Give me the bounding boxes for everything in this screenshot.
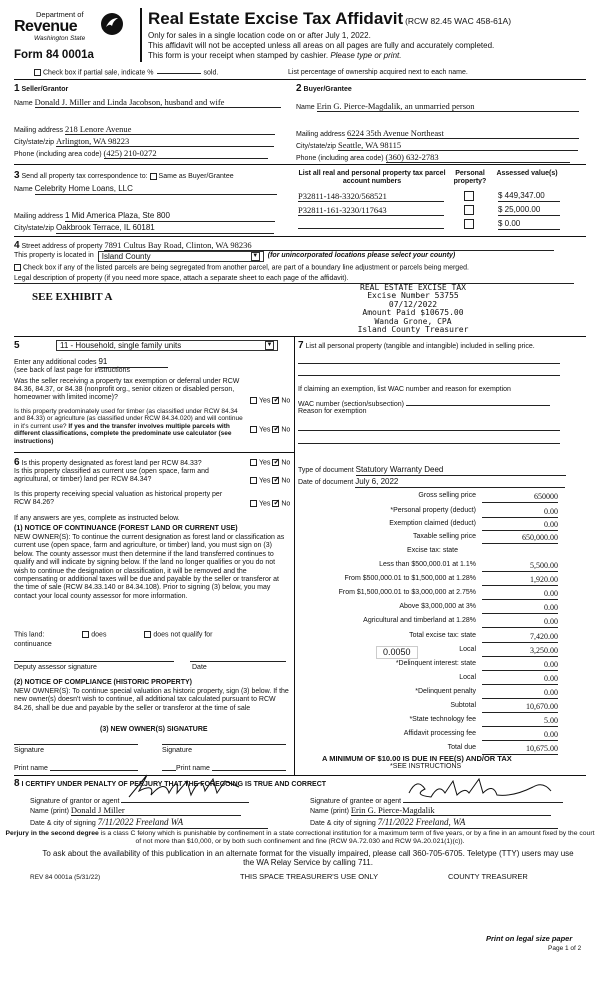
grantee-name-field[interactable]: Erin G. Pierce-Magdalik	[351, 805, 551, 816]
exemption-label: If claiming an exemption, list WAC number and reason for exemption	[298, 386, 511, 393]
stamp-line: Amount Paid $10675.00	[362, 308, 464, 318]
calc-row	[296, 507, 558, 517]
section5-number: 5	[14, 340, 20, 351]
rule	[14, 236, 586, 237]
calc-label: Excise tax: state	[407, 547, 458, 554]
current-use-answer	[250, 477, 290, 486]
buyer-mail-field[interactable]: 6224 35th Avenue Northeast	[347, 128, 579, 139]
forest-answer	[250, 459, 290, 468]
buyer-mail-row	[296, 128, 579, 139]
street-field[interactable]: 7891 Cultus Bay Road, Clinton, WA 98236	[104, 240, 554, 251]
buyer-phone-label: Phone (including area code)	[296, 155, 384, 162]
correspondence-name-field[interactable]: Celebrity Home Loans, LLC	[35, 184, 277, 195]
personal-property-line[interactable]	[298, 375, 560, 376]
owner-print-label-2: Print name	[176, 765, 210, 772]
doc-type-row	[298, 465, 566, 476]
column-divider	[294, 336, 295, 776]
seller-name-row	[14, 97, 284, 108]
seller-city-field[interactable]: Arlington, WA 98223	[56, 136, 274, 147]
perjury-notice	[4, 830, 596, 846]
stamp-line: 07/12/2022	[388, 299, 438, 309]
calc-value[interactable]: 5,500.00	[482, 561, 558, 572]
does-label: does	[91, 631, 107, 639]
street-label: Street address of property	[21, 243, 103, 250]
rule	[14, 79, 586, 80]
partial-sale-row	[34, 69, 218, 78]
partial-percent-field[interactable]	[157, 73, 201, 74]
calc-label: Less than $500,000.01 at 1.1%	[379, 561, 476, 568]
buyer-name-row	[296, 101, 579, 112]
correspondence-label: Send all property tax correspondence to:	[21, 173, 148, 180]
calc-label: Total due	[447, 744, 476, 751]
grantee-signature-label: Signature of grantee or agent	[310, 798, 402, 805]
parcel-row-2	[298, 205, 560, 216]
local-rate[interactable]: 0.0050	[376, 646, 418, 659]
personal-col-header: Personal property?	[453, 170, 487, 186]
grantor-name-row	[30, 805, 241, 816]
grantor-name-label: Name (print)	[30, 808, 69, 815]
parcel-number[interactable]: P32811-148-3320/568521	[298, 191, 444, 202]
correspondence-city-label: City/state/zip	[14, 225, 55, 232]
legal-rule	[14, 283, 574, 284]
calc-label: From $500,000.01 to $1,500,000 at 1.28%	[344, 575, 476, 582]
buyer-phone-field[interactable]: (360) 632-2783	[386, 152, 570, 163]
buyer-name-label: Name	[296, 104, 315, 111]
buyer-mail-label: Mailing address	[296, 131, 346, 138]
owner-print-label: Print name	[14, 765, 48, 772]
parcel-row-3	[298, 219, 560, 230]
certify-text: I CERTIFY UNDER PENALTY OF PERJURY THAT THE FOREGOING IS TRUE AND CORRECT	[21, 781, 327, 788]
calc-label: Local	[459, 646, 476, 653]
owner-signature-line[interactable]	[14, 744, 138, 745]
seller-name-field[interactable]: Donald J. Miller and Linda Jacobson, husband and wife	[35, 97, 281, 108]
land-use-value: 11 - Household, single family units	[60, 340, 182, 350]
no-label: No	[281, 500, 291, 508]
chevron-down-icon: ▼	[251, 252, 260, 261]
exemption-answer	[250, 397, 290, 406]
stamp-line: Wanda Grone, CPA	[374, 316, 452, 326]
correspondence-row: 3 Send all property tax correspondence to: Same as Buyer/Grantee	[14, 170, 234, 181]
personal-property-label: 7 List all personal property (tangible and intangible) included in selling price.	[298, 340, 535, 351]
form-title	[148, 9, 511, 29]
calc-row	[296, 730, 558, 740]
stamp-line: Excise Number 53755	[367, 291, 459, 301]
historic-heading: (2) NOTICE OF COMPLIANCE (HISTORIC PROPERTY)	[14, 679, 192, 686]
additional-codes-row	[14, 357, 168, 368]
calc-row	[296, 688, 558, 698]
timber-question-bold: If yes and the transfer involves multiple parcels with different classifications, complete the predominate use calculator (see instructions)	[14, 422, 232, 445]
footer-print-legal: Print on legal size paper	[486, 934, 573, 943]
grantee-signature-icon	[403, 773, 563, 801]
header-line2: This affidavit will not be accepted unless all areas on all pages are fully and accurately completed.	[148, 41, 495, 50]
grantor-name-field[interactable]: Donald J Miller	[71, 805, 241, 816]
reason-line[interactable]	[298, 443, 560, 444]
grantor-signature-label: Signature of grantor or agent	[30, 798, 120, 805]
parcel-number[interactable]	[298, 219, 444, 229]
calc-value[interactable]: 0.00	[482, 688, 558, 699]
grantor-signature-icon	[121, 771, 249, 801]
county-row	[14, 251, 574, 262]
no-label: No	[281, 426, 291, 434]
doc-type-label: Type of document	[298, 467, 354, 474]
calc-row	[296, 533, 558, 543]
logo	[14, 8, 134, 48]
doc-date-label: Date of document	[298, 479, 354, 486]
timber-question	[14, 408, 248, 445]
stamp-line: Island County Treasurer	[357, 324, 469, 334]
treasurer-stamp	[348, 284, 478, 334]
buyer-city-field[interactable]: Seattle, WA 98115	[338, 140, 578, 151]
grantee-name-row	[310, 805, 551, 816]
no-label: No	[281, 477, 291, 485]
yes-label: Yes	[259, 426, 271, 434]
personal-property-checkbox[interactable]	[464, 191, 474, 201]
ownership-note: List percentage of ownership acquired next to each name.	[288, 69, 468, 76]
certify-heading: 8 I CERTIFY UNDER PENALTY OF PERJURY THAT THE FOREGOING IS TRUE AND CORRECT	[14, 778, 327, 789]
minimum-note: A MINIMUM OF $10.00 IS DUE IN FEE(S) AND/OR TAX	[322, 754, 512, 763]
grantee-date-row	[310, 817, 558, 829]
doc-date-field[interactable]: July 6, 2022	[355, 477, 565, 488]
yes-label: Yes	[259, 477, 271, 485]
continuance-text-a: NEW OWNER(S): To continue the current designation as forest land or classification as current use (open space, farm and agriculture, or timber) land, you must sign on (3) below.	[14, 534, 285, 558]
calc-value[interactable]: 0.00	[482, 730, 558, 741]
calc-row	[296, 561, 558, 571]
calc-label: Exemption claimed (deduct)	[389, 520, 476, 527]
historic-question: Is this property receiving special valuation as historical property per RCW 84.26?	[14, 491, 223, 507]
buyer-heading-text: Buyer/Grantee	[303, 86, 352, 93]
seller-phone-field[interactable]: (425) 210-0272	[104, 148, 268, 159]
timber-answer	[250, 426, 290, 435]
forest-yes-checkbox[interactable]	[250, 459, 257, 466]
header-line3-italic: Please type or print.	[330, 51, 402, 60]
parcel-row-1	[298, 191, 560, 202]
calc-value[interactable]: 0.00	[482, 603, 558, 614]
yes-label: Yes	[259, 500, 271, 508]
rule	[14, 452, 294, 453]
assessed-value[interactable]: $ 449,347.00	[498, 191, 560, 202]
seller-phone-row	[14, 148, 268, 159]
personal-property-text: List all personal property (tangible and intangible) included in selling price.	[305, 343, 535, 350]
calc-value[interactable]: 0.00	[482, 589, 558, 600]
continuance-heading: (1) NOTICE OF CONTINUANCE (FOREST LAND OR CURRENT USE)	[14, 525, 238, 532]
calc-label: *Delinquent interest: state	[395, 660, 476, 667]
historic-yes-checkbox[interactable]	[250, 500, 257, 507]
personal-property-line[interactable]	[298, 363, 560, 364]
deputy-signature-line[interactable]	[14, 661, 174, 662]
calc-value[interactable]: 0.00	[482, 520, 558, 531]
legal-label: Legal description of property (if you need more space, attach a separate sheet to each page of the affidavit).	[14, 275, 349, 282]
seller-mail-row	[14, 124, 275, 135]
calc-value[interactable]: 10,670.00	[482, 702, 558, 713]
personal-property-checkbox[interactable]	[464, 219, 474, 229]
correspondence-city-row	[14, 223, 274, 234]
doc-type-field[interactable]: Statutory Warranty Deed	[356, 465, 566, 476]
grantee-date-field[interactable]: 7/11/2022 Freeland, WA	[378, 817, 558, 829]
grantee-signature-field[interactable]	[403, 793, 563, 803]
form-number: Form 84 0001a	[14, 49, 94, 61]
chevron-down-icon: ▼	[265, 341, 274, 350]
header-line3	[148, 51, 401, 61]
calc-label: Gross selling price	[418, 492, 476, 499]
rule	[14, 336, 586, 337]
deputy-signature-label: Deputy assessor signature	[14, 664, 97, 671]
forest-no-checkbox[interactable]	[272, 459, 279, 466]
calc-row	[296, 520, 558, 530]
segregated-checkbox[interactable]	[14, 264, 21, 271]
calc-label: Local	[459, 674, 476, 681]
calc-row	[296, 603, 558, 613]
calc-row	[296, 646, 558, 656]
does-not-checkbox[interactable]	[144, 631, 151, 638]
county-note: (for unincorporated locations please select your county)	[267, 252, 456, 260]
owner-signature-line-2[interactable]	[162, 744, 286, 745]
form-rcw: (RCW 82.45 WAC 458-61A)	[405, 16, 512, 26]
rule	[14, 164, 586, 165]
additional-codes-label: Enter any additional codes	[14, 359, 97, 366]
timber-no-checkbox[interactable]	[272, 426, 279, 433]
buyer-heading: 2 Buyer/Grantee	[296, 83, 352, 94]
assessed-value[interactable]: $ 25,000.00	[498, 205, 560, 216]
seller-phone-label: Phone (including area code)	[14, 151, 102, 158]
grantee-name-label: Name (print)	[310, 808, 349, 815]
personal-property-checkbox[interactable]	[464, 205, 474, 215]
calc-label: Affidavit processing fee	[403, 730, 476, 737]
seller-heading-text: Seller/Grantor	[21, 86, 69, 93]
timber-question-text: Is this property predominately used for timber (as classified under RCW 84.34 and 84.33) or agriculture (as classified under RCW 84.34.020) and will continue in it's current use?	[14, 408, 243, 430]
grantor-date-row	[30, 817, 268, 829]
grantor-date-label: Date & city of signing	[30, 820, 96, 827]
exemption-no-checkbox[interactable]	[272, 397, 279, 404]
current-use-question: Is this property classified as current use (open space, farm and agricultural, or timber) land per RCW 84.34?	[14, 468, 209, 484]
segregated-label: Check box if any of the listed parcels are being segregated from another parcel, are part of a boundary line adjustment or parcels being merged.	[23, 264, 469, 272]
partial-sale-label: Check box if partial sale, indicate %	[43, 69, 154, 77]
forest-question: 6 Is this property designated as forest land per RCW 84.33?	[14, 457, 202, 468]
calc-label: Total excise tax: state	[409, 632, 476, 639]
wac-label: WAC number (section/subsection)	[298, 401, 404, 408]
buyer-phone-row	[296, 152, 570, 163]
additional-codes-note: (see back of last page for instructions	[14, 367, 130, 374]
exemption-yes-checkbox[interactable]	[250, 397, 257, 404]
historic-text: NEW OWNER(S): To continue special valuation as historic property, sign (3) below. If the new owner(s) doesn't wish to continue, all additional tax calculated pursuant to RCW 84.26, shall be due and payable by the seller or transferor at the time of sale	[14, 688, 289, 712]
this-land-row	[14, 631, 213, 640]
correspondence-mail-row	[14, 211, 275, 222]
calc-label: Subtotal	[450, 702, 476, 709]
county-label: This property is located in	[14, 252, 94, 260]
does-not-label: does not qualify for	[153, 631, 213, 639]
seller-city-label: City/state/zip	[14, 139, 55, 146]
historic-answer	[250, 500, 290, 509]
calc-label: *Personal property (deduct)	[390, 507, 476, 514]
wa-logo-icon	[100, 12, 124, 36]
correspondence-city-field[interactable]: Oakbrook Terrace, IL 60181	[56, 223, 274, 234]
does-checkbox[interactable]	[82, 631, 89, 638]
current-use-no-checkbox[interactable]	[272, 477, 279, 484]
form-title-text: Real Estate Excise Tax Affidavit	[148, 9, 404, 28]
calc-value[interactable]: 3,250.00	[482, 646, 558, 657]
continuance-text-b: The county assessor must then determine if the land transferred continues to qualify and will indicate by signing below. If the land no longer qualifies or you do not wish to continue the designation or classification, it will be removed and the compensating or additional taxes will be due and payable by the seller or transferor at the time of sale (RCW 84.33.140 or 84.34.108). Prior to signing (3) below, you may contact your local county assessor for more information.	[14, 550, 279, 600]
calc-label: From $1,500,000.01 to $3,000,000 at 2.75%	[338, 589, 476, 596]
perjury-heading: Perjury in the second degree	[5, 830, 99, 837]
calc-value[interactable]: 7,420.00	[482, 632, 558, 643]
street-row: 4 Street address of property 7891 Cultus Bay Road, Clinton, WA 98236	[14, 240, 554, 252]
seller-city-row	[14, 136, 274, 147]
doc-date-row	[298, 477, 565, 488]
additional-codes-field[interactable]: 91	[98, 357, 168, 368]
calc-row	[296, 702, 558, 712]
parcel-number[interactable]: P32811-161-3230/117643	[298, 205, 444, 216]
footer-treasurer: THIS SPACE TREASURER'S USE ONLY	[240, 872, 379, 881]
yes-label: Yes	[259, 397, 271, 405]
reason-label: Reason for exemption	[298, 408, 367, 415]
calc-row	[296, 589, 558, 599]
exemption-question: Was the seller receiving a property tax exemption or deferral under RCW 84.36, 84.37, or 84.38 (nonprofit org., senior citizen or disabled person, homeowner with limited income)?	[14, 378, 240, 402]
header-line1: Only for sales in a single location code on or after July 1, 2022.	[148, 31, 371, 40]
if-yes-note: If any answers are yes, complete as instructed below.	[14, 515, 180, 522]
calc-row	[296, 674, 558, 684]
calc-value[interactable]: 0.00	[482, 507, 558, 518]
calc-value[interactable]: 0.00	[482, 617, 558, 628]
calc-row	[296, 632, 558, 642]
calc-row	[296, 575, 558, 585]
correspondence-mail-label: Mailing address	[14, 213, 64, 220]
assessed-col-header: Assessed value(s)	[496, 170, 558, 177]
perjury-text: is a class C felony which is punishable by confinement in a state correctional institution for a maximum term of five years, or by a fine in an amount fixed by the court of not more than $10,000, or by both such confinement and fine (RCW 9A.72.030 and RCW 9A.20.021(1)(c)).	[100, 830, 595, 846]
deputy-date-label: Date	[192, 664, 207, 671]
buyer-city-label: City/state/zip	[296, 143, 337, 150]
calc-row	[296, 617, 558, 627]
seller-mail-label: Mailing address	[14, 127, 64, 134]
current-use-yes-checkbox[interactable]	[250, 477, 257, 484]
header-divider	[140, 8, 142, 62]
calc-label: *State technology fee	[409, 716, 476, 723]
seller-name-label: Name	[14, 100, 33, 107]
yes-label: Yes	[259, 459, 271, 467]
assessed-value[interactable]: $ 0.00	[498, 219, 560, 230]
calc-value[interactable]: 650,000.00	[482, 533, 558, 544]
calc-row	[296, 744, 558, 754]
calc-value[interactable]: 1,920.00	[482, 575, 558, 586]
partial-sale-checkbox[interactable]	[34, 69, 41, 76]
seller-heading: 1 Seller/Grantor	[14, 83, 69, 94]
logo-state: Washington State	[34, 35, 86, 42]
continuance-text	[14, 534, 288, 601]
same-as-buyer-label: Same as Buyer/Grantee	[158, 173, 234, 180]
same-as-buyer-checkbox[interactable]	[150, 173, 157, 180]
timber-yes-checkbox[interactable]	[250, 426, 257, 433]
buyer-city-row	[296, 140, 578, 151]
forest-question-text: Is this property designated as forest land per RCW 84.33?	[21, 460, 202, 467]
partial-sold-label: sold.	[203, 69, 219, 77]
footer-page: Page 1 of 2	[548, 945, 582, 952]
calc-row	[296, 660, 558, 670]
correspondence-name-row	[14, 184, 277, 195]
see-instructions: *SEE INSTRUCTIONS	[390, 763, 462, 770]
calc-label: Taxable selling price	[412, 533, 476, 540]
buyer-name-field[interactable]: Erin G. Pierce-Magdalik, an unmarried person	[317, 101, 579, 112]
calc-value[interactable]: 10,675.00	[482, 744, 558, 755]
segregated-row	[14, 264, 469, 273]
correspondence-name-label: Name	[14, 186, 33, 193]
logo-agency: Revenue	[14, 18, 78, 35]
new-owner-heading: (3) NEW OWNER(S) SIGNATURE	[100, 726, 208, 733]
seller-mail-field[interactable]: 218 Lenore Avenue	[65, 124, 275, 135]
grantor-date-field[interactable]: 7/11/2022 Freeland WA	[98, 817, 268, 829]
alt-format-notice: To ask about the availability of this publication in an alternate format for the visually impaired, please call 360-705-6705. Teletype (TTY) users may use the WA Relay Service by calling 711.	[42, 849, 574, 868]
footer-county: COUNTY TREASURER	[448, 872, 528, 881]
calc-value[interactable]: 5.00	[482, 716, 558, 727]
calc-value[interactable]: 0.00	[482, 660, 558, 671]
correspondence-mail-field[interactable]: 1 Mid America Plaza, Ste 800	[65, 211, 275, 222]
calc-value[interactable]: 0.00	[482, 674, 558, 685]
historic-no-checkbox[interactable]	[272, 500, 279, 507]
owner-signature-label-2: Signature	[162, 747, 192, 754]
stamp-line: REAL ESTATE EXCISE TAX	[360, 283, 466, 292]
calc-label: *Delinquent penalty	[415, 688, 476, 695]
calc-row	[296, 492, 558, 502]
calc-row	[296, 716, 558, 726]
reason-line[interactable]	[298, 430, 560, 431]
parcel-col-header: List all real and personal property tax parcel account numbers	[298, 170, 446, 186]
calc-value[interactable]: 650000	[482, 492, 558, 503]
owner-signature-label: Signature	[14, 747, 44, 754]
grantee-date-label: Date & city of signing	[310, 820, 376, 827]
calc-label: Above $3,000,000 at 3%	[399, 603, 476, 610]
footer-rev: REV 84 0001a (5/31/22)	[30, 874, 101, 881]
continuance-label: continuance	[14, 641, 52, 648]
wac-field[interactable]	[406, 398, 550, 406]
legal-description[interactable]: SEE EXHIBIT A	[32, 291, 113, 303]
county-value: Island County	[101, 251, 151, 261]
deputy-date-line[interactable]	[190, 661, 286, 662]
land-use-select[interactable]	[56, 340, 278, 351]
no-label: No	[281, 459, 291, 467]
calc-label: Agricultural and timberland at 1.28%	[363, 617, 476, 624]
grantor-signature-field[interactable]	[121, 793, 249, 803]
logo-dept: Department of	[36, 10, 84, 19]
calc-row	[296, 547, 558, 557]
this-land-label: This land:	[14, 631, 45, 639]
no-label: No	[281, 397, 291, 405]
county-select[interactable]	[98, 251, 264, 262]
header-line3-text: This form is your receipt when stamped by cashier.	[148, 51, 329, 60]
